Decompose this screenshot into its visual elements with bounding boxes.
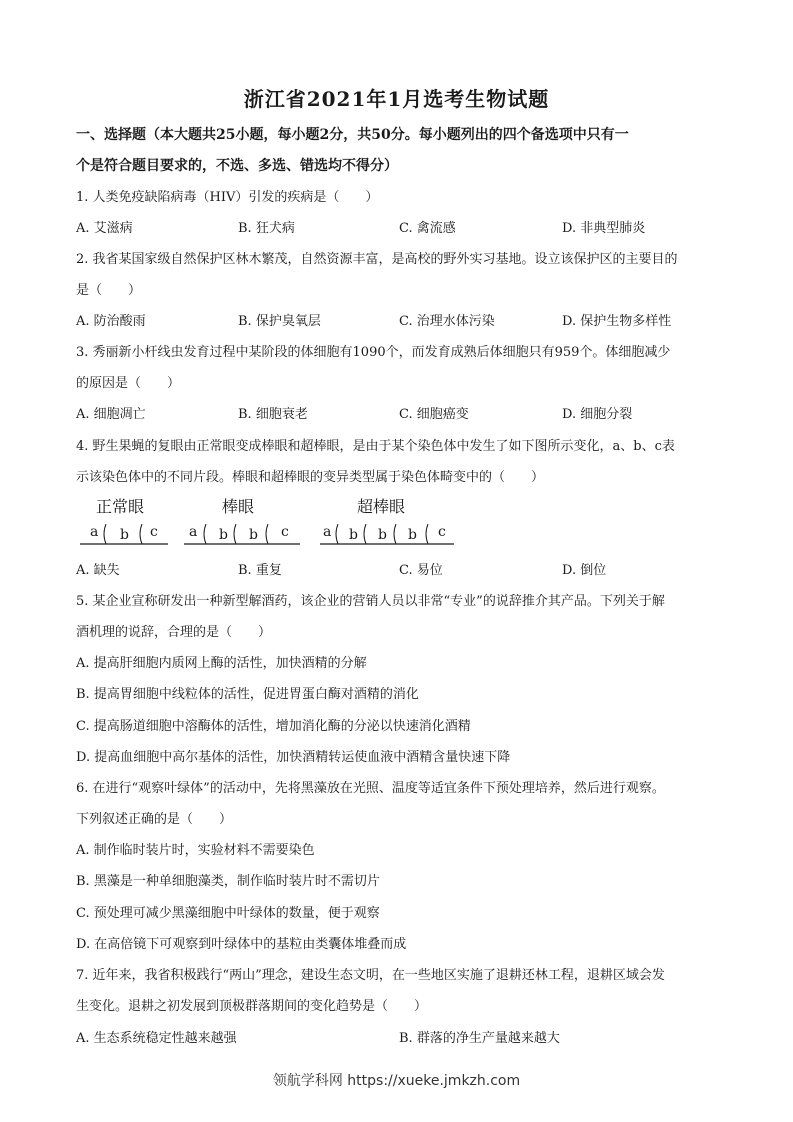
segment-divider [426, 524, 428, 544]
question-6-option-d: D. 在高倍镜下可观察到叶绿体中的基粒由类囊体堆叠而成 [76, 937, 407, 952]
option-b: B. 保护臭氧层 [238, 314, 321, 329]
question-5-option-b: B. 提高胃细胞中线粒体的活性，促进胃蛋白酶对酒精的消化 [76, 687, 419, 702]
segment-label: b [349, 527, 358, 543]
option-a: A. 艾滋病 [76, 221, 133, 236]
question-6-option-a: A. 制作临时装片时，实验材料不需要染色 [76, 843, 315, 858]
segment-label: a [189, 524, 198, 540]
segment-label: b [249, 527, 258, 543]
option-a: A. 生态系统稳定性越来越强 [76, 1031, 237, 1046]
segment-label: a [323, 524, 332, 540]
page-title: 浙江省2021年1月选考生物试题 [243, 87, 550, 111]
option-d: D. 保护生物多样性 [562, 314, 672, 329]
section-heading-line-2: 个是符合题目要求的，不选、多选、错选均不得分） [76, 158, 398, 174]
segment-label: b [408, 527, 417, 543]
segment-divider [204, 524, 206, 544]
question-4-stem-line-1: 4. 野生果蝇的复眼由正常眼变成棒眼和超棒眼，是由于某个染色体中发生了如下图所示变化，a、b、c表 [76, 439, 675, 454]
segment-label: c [150, 524, 158, 540]
option-b: B. 群落的净生产量越来越大 [399, 1031, 560, 1046]
option-d: D. 细胞分裂 [562, 407, 633, 422]
option-d: D. 倒位 [562, 563, 607, 578]
question-2-stem-line-2: 是（ ） [76, 283, 142, 298]
question-6-stem-line-2: 下列叙述正确的是（ ） [76, 812, 233, 827]
bar-eye-chromosome [184, 524, 300, 544]
question-6-option-c: C. 预处理可减少黑藻细胞中叶绿体的数量，便于观察 [76, 906, 380, 921]
segment-label: b [219, 527, 228, 543]
segment-divider [234, 524, 236, 544]
segment-label: c [281, 524, 289, 540]
footer-watermark: 领航学科网 https://xueke.jmkzh.com [272, 1073, 521, 1089]
segment-divider [266, 524, 268, 544]
diagram-label-ultrabar: 超棒眼 [357, 497, 406, 516]
ultrabar-eye-chromosome [320, 524, 454, 544]
option-c: C. 细胞癌变 [399, 407, 469, 422]
question-5-option-c: C. 提高肠道细胞中溶酶体的活性，增加消化酶的分泌以快速消化酒精 [76, 719, 471, 734]
option-b: B. 重复 [238, 563, 282, 578]
question-3-stem-line-2: 的原因是（ ） [76, 376, 181, 391]
option-a: A. 缺失 [76, 563, 120, 578]
segment-label: b [378, 527, 387, 543]
question-2-stem-line-1: 2. 我省某国家级自然保护区林木繁茂，自然资源丰富，是高校的野外实习基地。设立该保护区的主要目的 [76, 252, 678, 267]
segment-divider [104, 524, 106, 544]
question-1-stem: 1. 人类免疫缺陷病毒（HIV）引发的疾病是（ ） [76, 190, 379, 205]
segment-divider [140, 524, 142, 544]
option-d: D. 非典型肺炎 [562, 221, 646, 236]
segment-divider [394, 524, 396, 544]
question-7-stem-line-2: 生变化。退耕之初发展到顶极群落期间的变化趋势是（ ） [76, 999, 428, 1014]
segment-divider [336, 524, 338, 544]
chromosome-segments [76, 518, 476, 548]
question-6-stem-line-1: 6. 在进行“观察叶绿体”的活动中，先将黑藻放在光照、温度等适宜条件下预处理培养，然后进行观察。 [76, 781, 665, 796]
question-3-stem-line-1: 3. 秀丽新小杆线虫发育过程中某阶段的体细胞有1090个，而发育成熟后体细胞只有959个。体细胞减少 [76, 345, 671, 360]
question-6-option-b: B. 黑藻是一种单细胞藻类，制作临时装片时不需切片 [76, 874, 380, 889]
question-5-stem-line-2: 酒机理的说辞，合理的是（ ） [76, 625, 272, 640]
question-5-stem-line-1: 5. 某企业宣称研发出一种新型解酒药，该企业的营销人员以非常“专业”的说辞推介其产品。下列关于解 [76, 594, 665, 609]
diagram-label-normal: 正常眼 [96, 497, 145, 516]
chromosome-diagram [76, 494, 476, 550]
option-b: B. 狂犬病 [238, 221, 295, 236]
segment-label: c [438, 524, 446, 540]
normal-eye-chromosome [80, 524, 168, 544]
segment-divider [364, 524, 366, 544]
segment-label: a [90, 524, 99, 540]
option-a: A. 细胞凋亡 [76, 407, 146, 422]
segment-label: b [120, 527, 129, 543]
option-b: B. 细胞衰老 [238, 407, 308, 422]
option-c: C. 治理水体污染 [399, 314, 495, 329]
option-c: C. 禽流感 [399, 221, 456, 236]
question-7-stem-line-1: 7. 近年来，我省积极践行“两山”理念，建设生态文明，在一些地区实施了退耕还林工程，退耕区域会发 [76, 968, 665, 983]
section-heading-line-1: 一、选择题（本大题共25小题，每小题2分，共50分。每小题列出的四个备选项中只有一 [76, 127, 629, 143]
question-4-stem-line-2: 示该染色体中的不同片段。棒眼和超棒眼的变异类型属于染色体畸变中的（ ） [76, 470, 545, 485]
question-5-option-d: D. 提高血细胞中高尔基体的活性，加快酒精转运使血液中酒精含量快速下降 [76, 750, 511, 765]
diagram-label-bar: 棒眼 [222, 497, 255, 516]
option-c: C. 易位 [399, 563, 443, 578]
question-5-option-a: A. 提高肝细胞内质网上酶的活性，加快酒精的分解 [76, 656, 367, 671]
option-a: A. 防治酸雨 [76, 314, 146, 329]
